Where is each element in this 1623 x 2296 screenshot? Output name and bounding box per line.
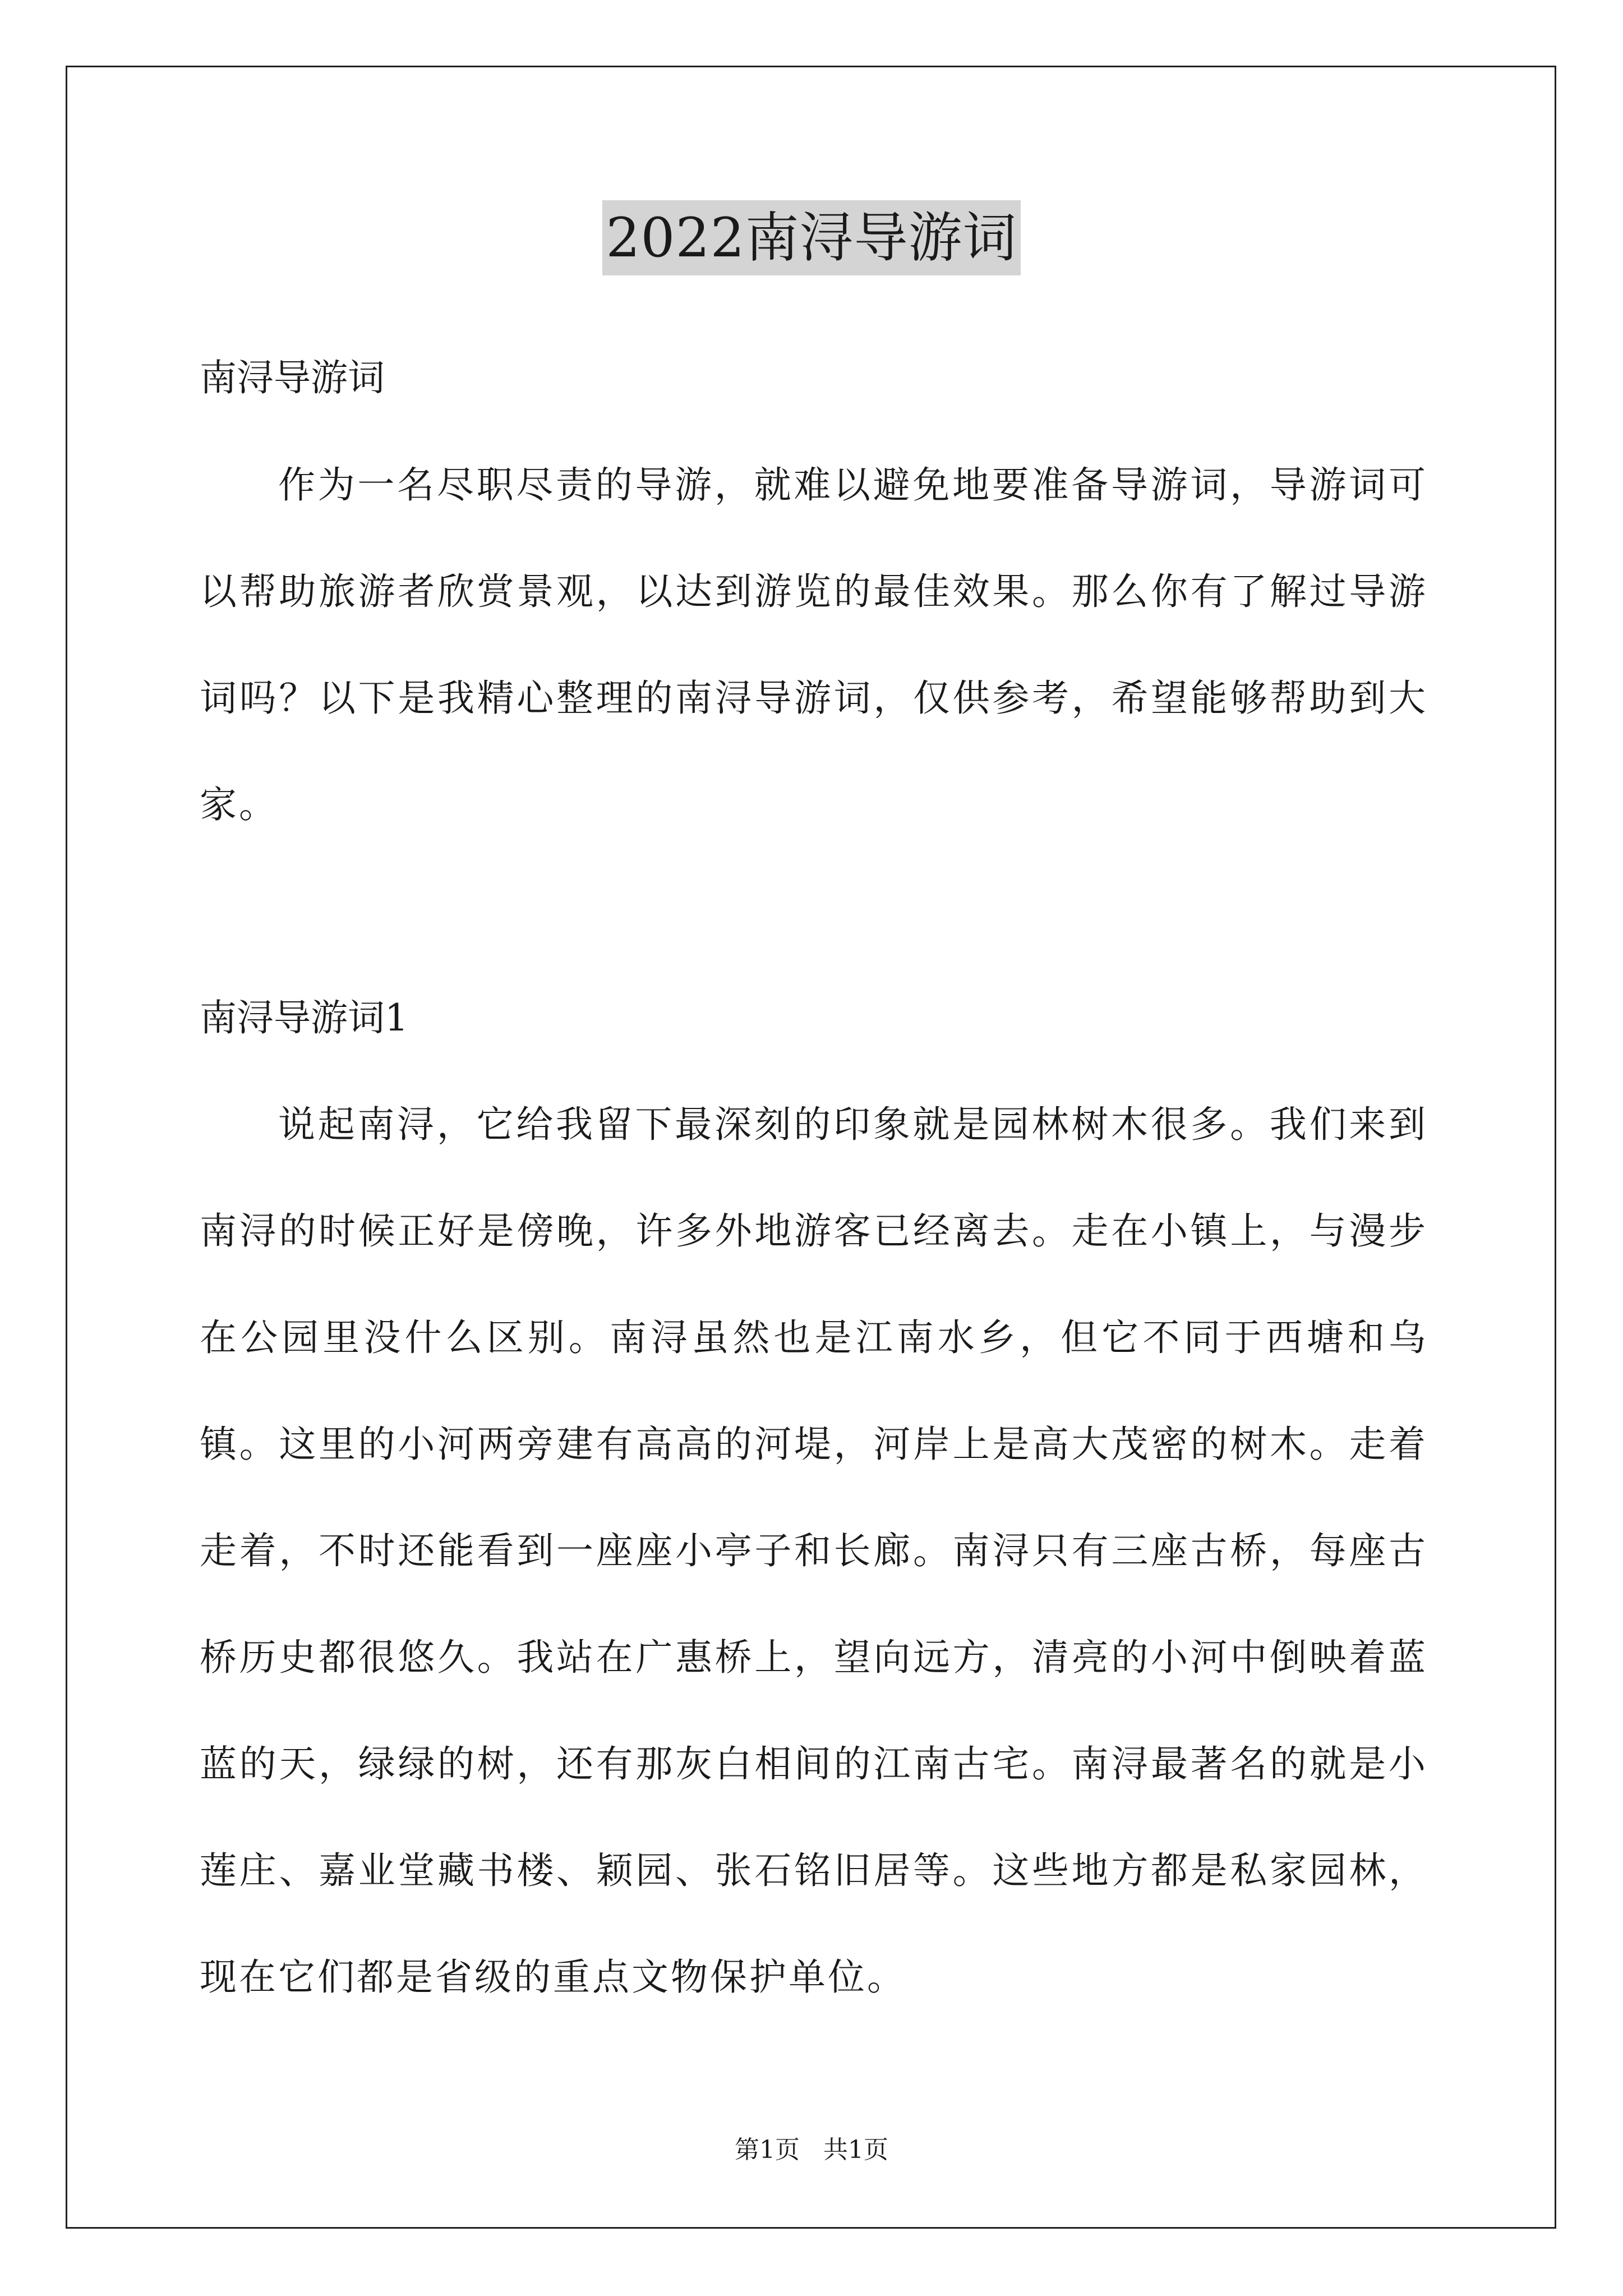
intro-paragraph: 作为一名尽职尽责的导游，就难以避免地要准备导游词，导游词可以帮助旅游者欣赏景观，以达到游览的最佳效果。那么你有了解过导游词吗？以下是我精心整理的南浔导游词，仅供参考，希望能够帮助到大家。 <box>200 463 1428 826</box>
section-heading: 南浔导游词1 <box>200 996 408 1039</box>
subtitle: 南浔导游词 <box>200 356 385 399</box>
title-container <box>0 200 1623 275</box>
document-title: 2022南浔导游词 <box>602 200 1020 275</box>
page-footer: 第1页 共1页 <box>735 2136 888 2164</box>
section-body-paragraph: 说起南浔，它给我留下最深刻的印象就是园林树木很多。我们来到南浔的时候正好是傍晚，许多外地游客已经离去。走在小镇上，与漫步在公园里没什么区别。南浔虽然也是江南水乡，但它不同于西塘和乌镇。这里的小河两旁建有高高的河堤，河岸上是高大茂密的树木。走着走着，不时还能看到一座座小亭子和长廊。南浔只有三座古桥，每座古桥历史都很悠久。我站在广惠桥上，望向远方，清亮的小河中倒映着蓝蓝的天，绿绿的树，还有那灰白相间的江南古宅。南浔最著名的就是小莲庄、嘉业堂藏书楼、颖园、张石铭旧居等。这些地方都是私家园林，现在它们都是省级的重点文物保护单位。 <box>200 1103 1428 1999</box>
